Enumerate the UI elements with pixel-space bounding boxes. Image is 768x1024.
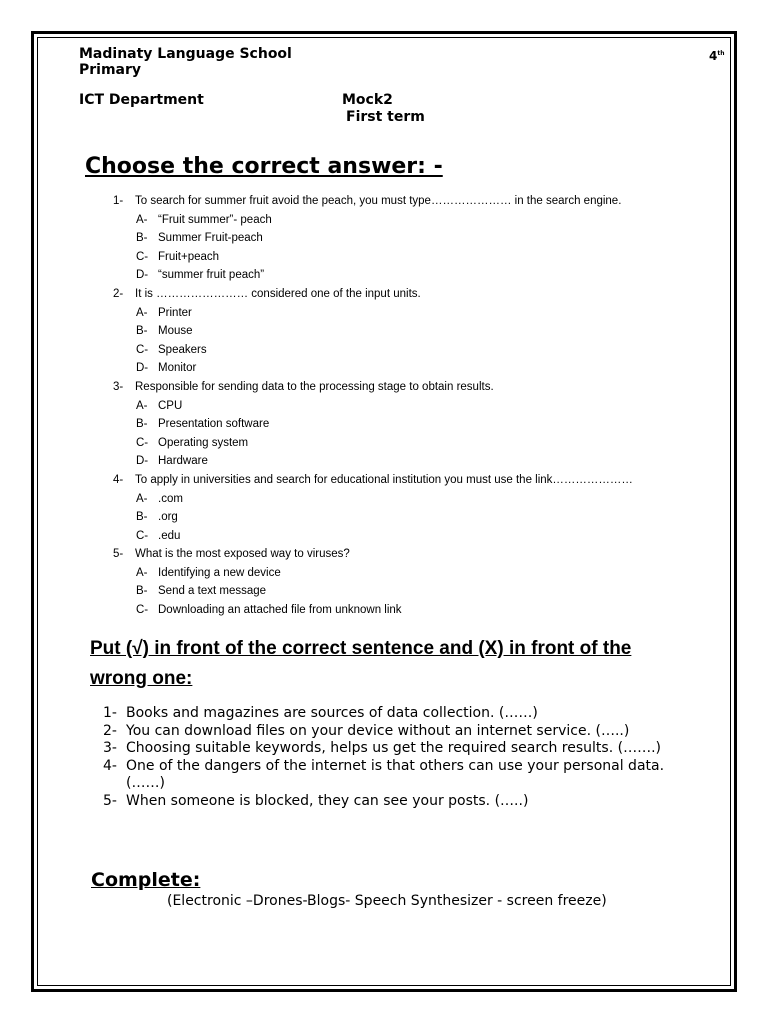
true-false-item [103, 758, 688, 793]
answer-option [113, 359, 713, 378]
option-text: Presentation software [158, 418, 270, 431]
answer-option [113, 341, 713, 360]
option-letter: B- [136, 418, 148, 431]
grade-suffix: th [717, 50, 725, 57]
school-stage: Primary [79, 62, 142, 78]
true-false-item [103, 723, 688, 741]
option-letter: A- [136, 399, 148, 412]
item-text: You can download files on your device without an internet service. (…..) [126, 722, 630, 739]
option-text: Hardware [158, 455, 208, 468]
option-text: .org [158, 511, 178, 524]
question-number: 5- [113, 548, 124, 561]
question-row [113, 285, 713, 304]
option-letter: B- [136, 232, 148, 245]
option-text: Summer Fruit-peach [158, 232, 263, 245]
option-letter: A- [136, 213, 148, 226]
answer-option [113, 322, 713, 341]
option-text: Identifying a new device [158, 566, 281, 579]
option-text: Operating system [158, 436, 249, 449]
answer-option [113, 304, 713, 323]
question-row [113, 378, 713, 397]
grade-label [709, 46, 725, 64]
option-letter: A- [136, 566, 148, 579]
complete-word-bank: (Electronic –Drones-Blogs- Speech Synthesizer - screen freeze) [167, 893, 607, 909]
question-text: It is …………………… considered one of the input units. [135, 287, 421, 300]
item-text: Choosing suitable keywords, helps us get the required search results. (…….) [126, 740, 661, 756]
question-text: Responsible for sending data to the processing stage to obtain results. [135, 380, 494, 393]
school-name: Madinaty Language School [79, 46, 292, 62]
option-letter: B- [136, 585, 148, 598]
question-number: 2- [113, 287, 124, 300]
option-text: Send a text message [158, 585, 267, 598]
option-text: CPU [158, 399, 183, 412]
complete-section-title: Complete: [91, 869, 201, 891]
item-number: 3- [103, 740, 117, 756]
option-letter: C- [136, 529, 149, 542]
option-text: Speakers [158, 343, 207, 356]
option-text: “summer fruit peach” [158, 269, 265, 282]
answer-option [113, 582, 713, 601]
item-number: 5- [103, 792, 117, 809]
option-text: .edu [158, 529, 181, 542]
option-text: Printer [158, 306, 192, 319]
question-number: 4- [113, 473, 124, 486]
item-text: Books and magazines are sources of data collection. (……) [126, 705, 538, 721]
exam-label: Mock2 [342, 92, 393, 108]
question-text: To apply in universities and search for educational institution you must use the link………………… [135, 473, 633, 486]
question-row [113, 471, 713, 490]
answer-option [113, 266, 713, 285]
item-number: 4- [103, 757, 117, 774]
answer-option [113, 508, 713, 527]
answer-option [113, 490, 713, 509]
school-name-block [79, 46, 292, 78]
option-letter: C- [136, 250, 149, 263]
option-text: “Fruit summer”- peach [158, 213, 272, 226]
department-label: ICT Department [79, 92, 204, 108]
item-number: 2- [103, 722, 117, 739]
answer-option [113, 248, 713, 267]
option-letter: D- [136, 362, 149, 375]
option-letter: D- [136, 455, 149, 468]
option-text: .com [158, 492, 183, 505]
answer-option [113, 434, 713, 453]
option-letter: A- [136, 492, 148, 505]
question-number: 1- [113, 195, 124, 207]
answer-option [113, 601, 713, 620]
item-number: 1- [103, 705, 117, 721]
option-text: Downloading an attached file from unknown link [158, 604, 402, 617]
true-false-item [103, 740, 688, 758]
option-letter: B- [136, 325, 148, 338]
mcq-section-title: Choose the correct answer: - [85, 154, 443, 179]
true-false-item [103, 705, 688, 723]
option-letter: C- [136, 343, 149, 356]
option-text: Fruit+peach [158, 250, 220, 263]
option-letter: C- [136, 436, 149, 449]
true-false-list [103, 705, 688, 810]
answer-option [113, 211, 713, 230]
question-text: What is the most exposed way to viruses? [135, 548, 350, 561]
true-false-item [103, 793, 688, 811]
item-text: When someone is blocked, they can see your posts. (…..) [126, 792, 529, 809]
item-text: One of the dangers of the internet is that others can use your personal data. (……) [126, 757, 665, 791]
mcq-list [113, 192, 713, 620]
true-false-section-title: Put (√) in front of the correct sentence and (X) in front of the wrong one: [90, 638, 632, 689]
option-letter: C- [136, 604, 149, 617]
question-row [113, 192, 713, 211]
question-text: To search for summer fruit avoid the peach, you must type………………… in the search engine. [135, 195, 622, 207]
grade-number: 4 [709, 49, 718, 63]
question-row [113, 545, 713, 564]
option-letter: A- [136, 306, 148, 319]
answer-option [113, 397, 713, 416]
term-label: First term [346, 109, 425, 125]
answer-option [113, 415, 713, 434]
answer-option [113, 229, 713, 248]
question-number: 3- [113, 380, 124, 393]
option-text: Monitor [158, 362, 197, 375]
option-text: Mouse [158, 325, 193, 338]
option-letter: D- [136, 269, 149, 282]
answer-option [113, 527, 713, 546]
answer-option [113, 564, 713, 583]
option-letter: B- [136, 511, 148, 524]
answer-option [113, 452, 713, 471]
